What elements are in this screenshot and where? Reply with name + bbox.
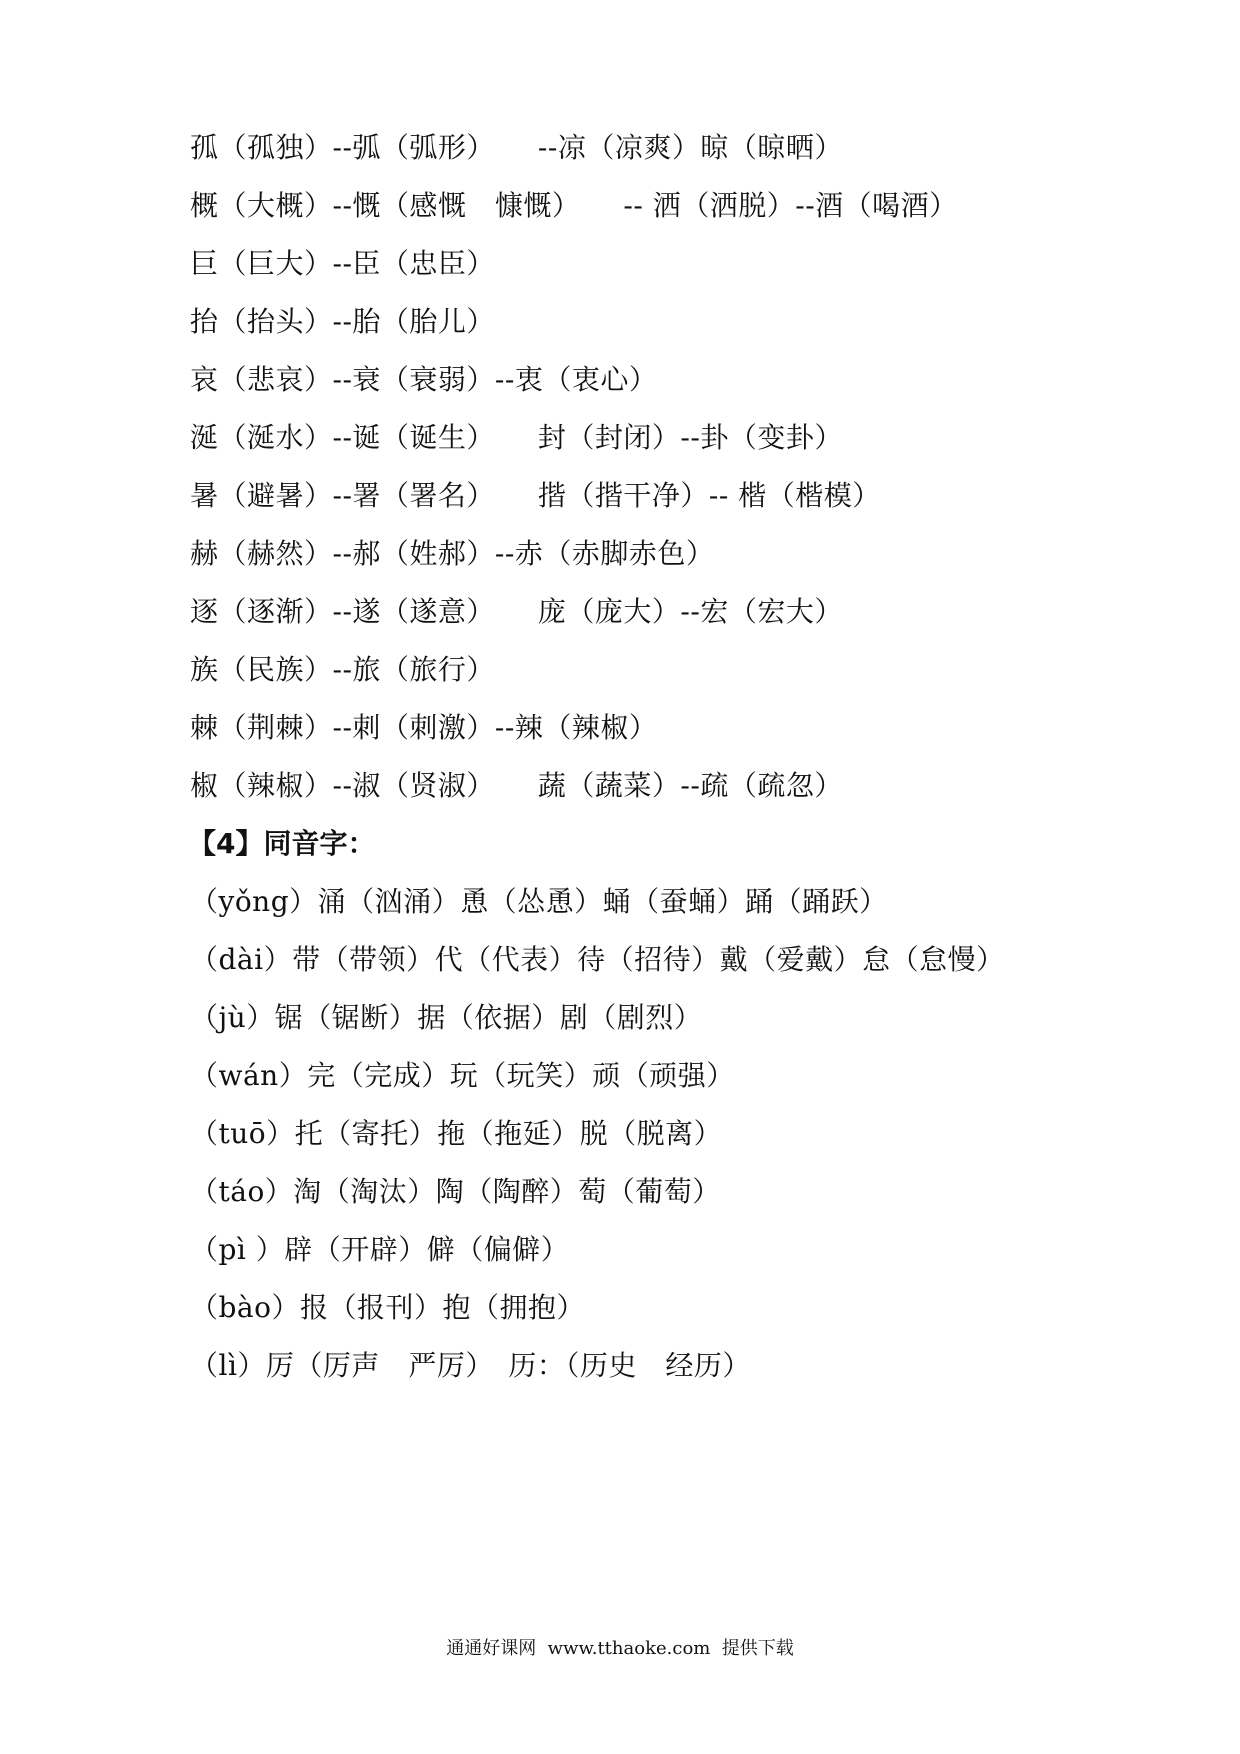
text-line: （yǒng）涌（汹涌）恿（怂恿）蛹（蚕蛹）踊（踊跃）	[190, 885, 888, 918]
text-line: （táo）淘（淘汰）陶（陶醉）萄（葡萄）	[190, 1175, 721, 1208]
text-line: 哀（悲哀）--衰（衰弱）--衷（衷心）	[190, 363, 658, 396]
text-line: 暑（避暑）--署（署名） 揩（揩干净）-- 楷（楷模）	[190, 479, 881, 512]
text-line: （jù）锯（锯断）据（依据）剧（剧烈）	[190, 1001, 703, 1034]
text-line: （lì）厉（厉声 严厉） 历：（历史 经历）	[190, 1349, 751, 1382]
text-line: 巨（巨大）--臣（忠臣）	[190, 247, 495, 280]
text-line: 逐（逐渐）--遂（遂意） 庞（庞大）--宏（宏大）	[190, 595, 843, 628]
text-line: 概（大概）--慨（感慨 慷慨） -- 洒（洒脱）--酒（喝酒）	[190, 189, 958, 222]
text-line: （wán）完（完成）玩（玩笑）顽（顽强）	[190, 1059, 735, 1092]
text-line: （dài）带（带领）代（代表）待（招待）戴（爱戴）怠（怠慢）	[190, 943, 1005, 976]
section-heading: 【4】同音字：	[188, 827, 376, 860]
text-line: 涎（涎水）--诞（诞生） 封（封闭）--卦（变卦）	[190, 421, 843, 454]
text-line: （pì ）辟（开辟）僻（偏僻）	[190, 1233, 570, 1266]
text-line: （tuō）托（寄托）拖（拖延）脱（脱离）	[190, 1117, 723, 1150]
text-line: 棘（荆棘）--刺（刺激）--辣（辣椒）	[190, 711, 658, 744]
text-line: （bào）报（报刊）抱（拥抱）	[190, 1291, 585, 1324]
text-line: 抬（抬头）--胎（胎儿）	[190, 305, 495, 338]
page-footer: 通通好课网 www.tthaoke.com 提供下载	[446, 1638, 794, 1659]
text-line: 孤（孤独）--弧（弧形） --凉（凉爽）晾（晾晒）	[190, 131, 843, 164]
text-line: 椒（辣椒）--淑（贤淑） 蔬（蔬菜）--疏（疏忽）	[190, 769, 843, 802]
text-line: 族（民族）--旅（旅行）	[190, 653, 495, 686]
text-line: 赫（赫然）--郝（姓郝）--赤（赤脚赤色）	[190, 537, 715, 570]
